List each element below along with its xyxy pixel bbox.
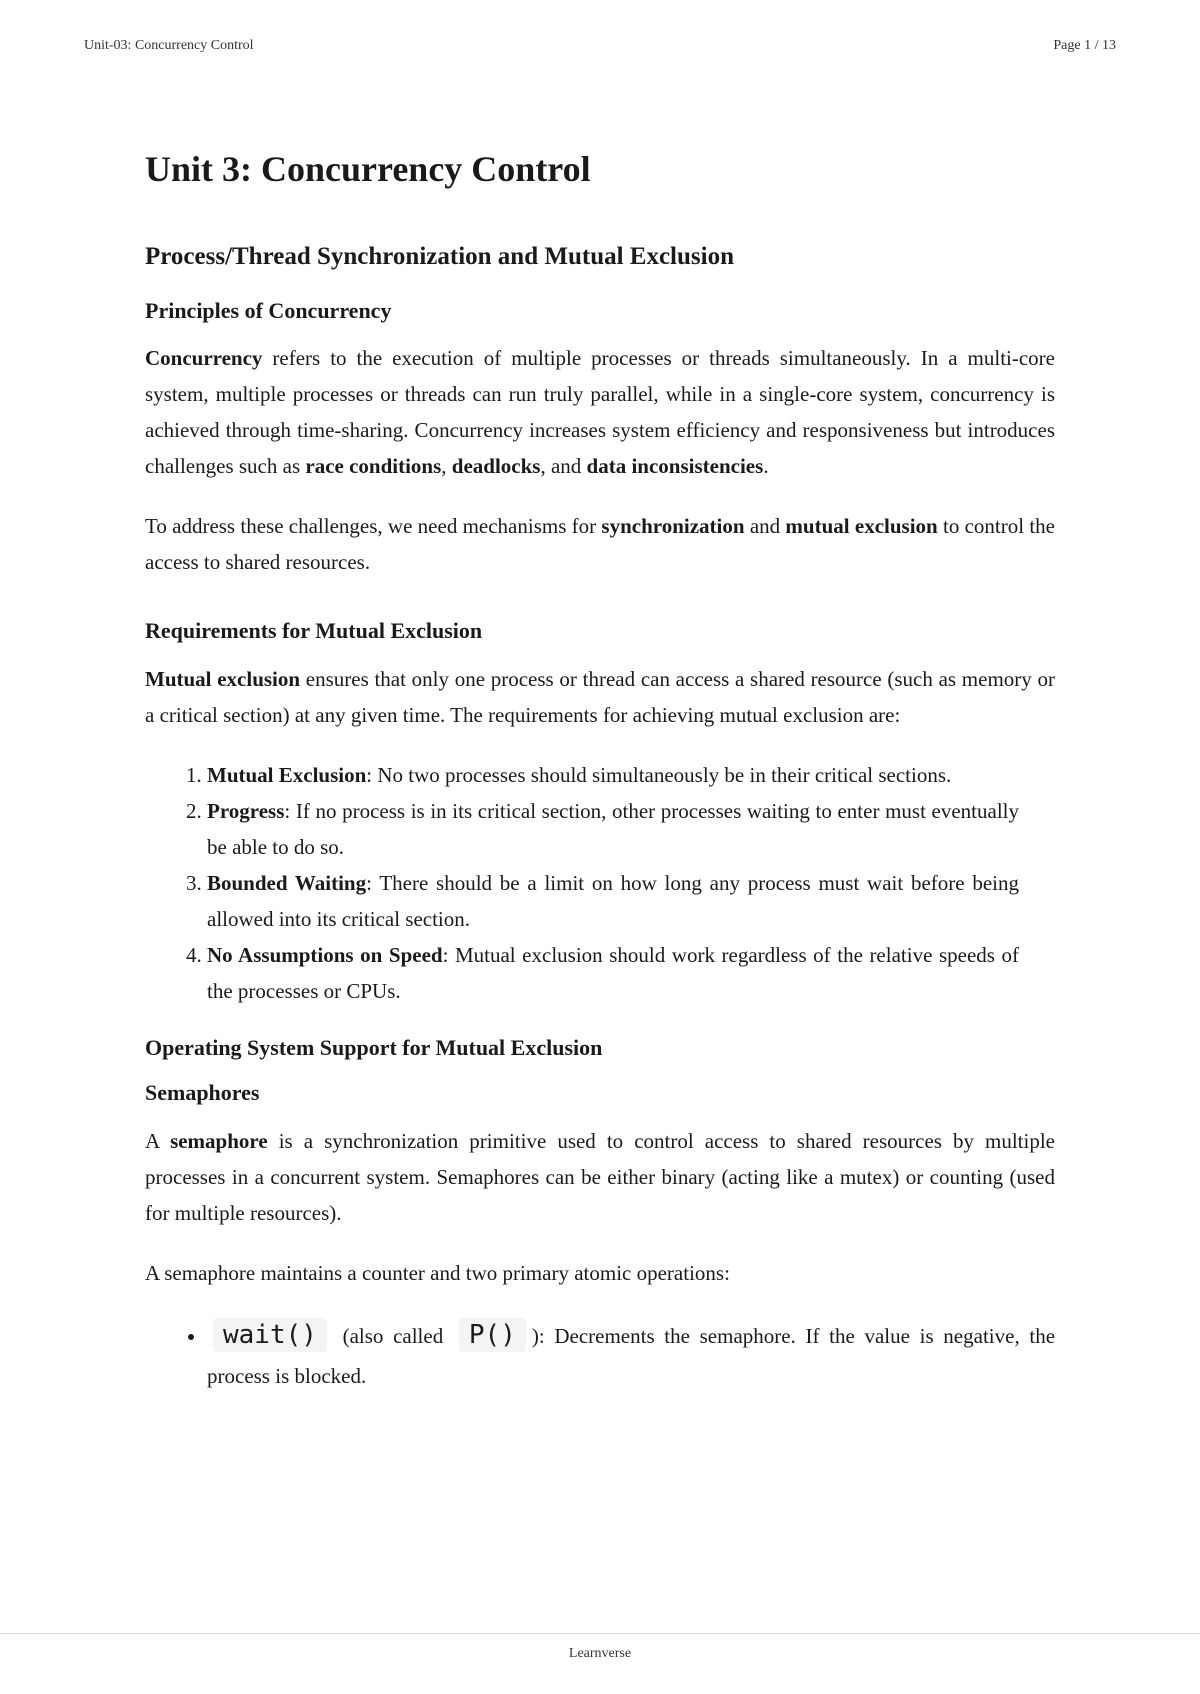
code-p: P()	[459, 1318, 526, 1352]
semaphores-heading: Semaphores	[145, 1080, 260, 1106]
code-wait: wait()	[213, 1318, 327, 1352]
principles-heading: Principles of Concurrency	[145, 297, 392, 323]
header-doc-title: Unit-03: Concurrency Control	[84, 38, 254, 53]
term-synchronization: synchronization	[601, 514, 745, 539]
semaphores-paragraph-2: A semaphore maintains a counter and two primary atomic operations:	[145, 1260, 730, 1285]
term-mutual-exclusion: mutual exclusion	[785, 514, 938, 539]
list-item: 3. Bounded Waiting: There should be a limit on how long any process must wait before being allowed into its critical section.	[207, 865, 1019, 937]
semaphores-paragraph-1: A semaphore is a synchronization primitive used to control access to shared resources by multiple processes in a concurrent system. Semaphores can be either binary (acting like a mutex) or counting (used for multiple resources).	[145, 1128, 1056, 1225]
requirements-heading: Requirements for Mutual Exclusion	[145, 618, 483, 644]
document-body	[145, 148, 1055, 1396]
running-header	[84, 38, 1116, 58]
footer-brand: Learnverse	[568, 1646, 632, 1661]
principles-paragraph-1: Concurrency refers to the execution of multiple processes or threads simultaneously. In a multi-core system, multiple processes or threads can run truly parallel, while in a single-core system, concurrency is achieved through time-sharing. Concurrency increases system efficiency and responsiveness but introduces challenges such as race conditions, deadlocks, and data inconsistencies.	[145, 346, 1055, 479]
list-item: 4. No Assumptions on Speed: Mutual exclusion should work regardless of the relative speeds of the processes or CPUs.	[207, 937, 1019, 1009]
list-item: 2. Progress: If no process is in its critical section, other processes waiting to enter must eventually be able to do so.	[207, 793, 1019, 865]
term-deadlocks: deadlocks	[451, 454, 541, 479]
term-mutual-exclusion-intro: Mutual exclusion	[145, 667, 301, 692]
list-item: 1. Mutual Exclusion: No two processes should simultaneously be in their critical sections.	[207, 757, 1019, 793]
list-item: • wait() (also called P() ): Decrements the semaphore. If the value is negative, the process is blocked.	[207, 1315, 1055, 1396]
term-semaphore: semaphore	[170, 1128, 268, 1153]
term-race-conditions: race conditions	[305, 454, 442, 479]
header-page-number: Page 1 / 13	[1053, 38, 1116, 53]
requirements-list	[145, 757, 1055, 1009]
os-support-heading: Operating System Support for Mutual Exclusion	[145, 1035, 603, 1061]
term-data-inconsistencies: data inconsistencies	[586, 454, 764, 479]
page-title: Unit 3: Concurrency Control	[145, 149, 591, 189]
principles-paragraph-2: To address these challenges, we need mechanisms for synchronization and mutual exclusion to control the access to shared resources.	[145, 514, 1055, 575]
requirements-intro: Mutual exclusion ensures that only one process or thread can access a shared resource (such as memory or a critical section) at any given time. The requirements for achieving mutual exclusion are:	[145, 667, 1055, 728]
semaphore-operations-list	[145, 1315, 1055, 1396]
footer-divider	[0, 1633, 1200, 1634]
section-title: Process/Thread Synchronization and Mutual Exclusion	[145, 243, 734, 271]
term-concurrency: Concurrency	[145, 346, 263, 371]
